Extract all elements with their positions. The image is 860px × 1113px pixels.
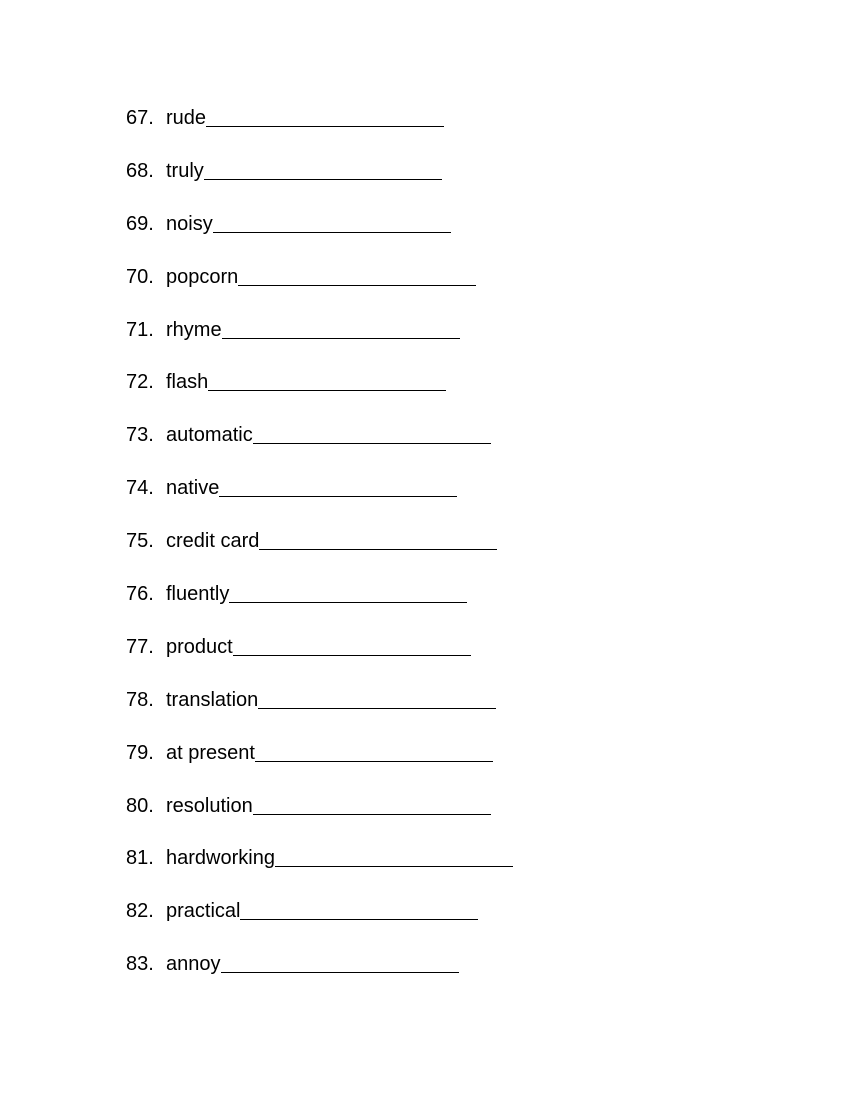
- answer-blank[interactable]: [240, 897, 478, 920]
- item-number: 75.: [126, 530, 154, 553]
- item-word: popcorn: [166, 265, 239, 288]
- answer-blank[interactable]: [253, 421, 491, 444]
- answer-blank[interactable]: [208, 368, 446, 391]
- item-number: 71.: [126, 318, 154, 341]
- list-item: [126, 844, 513, 897]
- item-number: 73.: [126, 424, 154, 447]
- item-word: hardworking: [166, 847, 275, 870]
- answer-blank[interactable]: [229, 580, 467, 603]
- list-item: [126, 739, 513, 792]
- answer-blank[interactable]: [238, 263, 476, 286]
- item-word: product: [166, 635, 233, 658]
- answer-blank[interactable]: [222, 316, 460, 339]
- item-number: 80.: [126, 794, 154, 817]
- item-number: 67.: [126, 107, 154, 129]
- item-number: 82.: [126, 900, 154, 923]
- answer-blank[interactable]: [206, 104, 444, 127]
- list-item: [126, 950, 513, 1003]
- list-item: [126, 104, 513, 157]
- list-item: [126, 316, 513, 369]
- list-item: [126, 527, 513, 580]
- item-number: 72.: [126, 371, 154, 394]
- item-word: flash: [166, 371, 209, 394]
- item-word: native: [166, 477, 220, 500]
- list-item: [126, 897, 513, 950]
- item-number: 68.: [126, 159, 154, 182]
- item-number: 79.: [126, 741, 154, 764]
- item-word: credit card: [166, 530, 260, 553]
- list-item: [126, 210, 513, 263]
- answer-blank[interactable]: [221, 950, 459, 973]
- item-number: 83.: [126, 953, 154, 976]
- answer-blank[interactable]: [253, 792, 491, 815]
- item-word: rude: [166, 107, 207, 129]
- item-word: translation: [166, 688, 259, 711]
- answer-blank[interactable]: [258, 686, 496, 709]
- item-number: 77.: [126, 635, 154, 658]
- item-word: practical: [166, 900, 241, 923]
- vocabulary-list: [126, 104, 513, 1003]
- list-item: [126, 792, 513, 845]
- list-item: [126, 633, 513, 686]
- list-item: [126, 474, 513, 527]
- item-word: automatic: [166, 424, 253, 447]
- item-number: 70.: [126, 265, 154, 288]
- item-number: 78.: [126, 688, 154, 711]
- item-number: 81.: [126, 847, 154, 870]
- list-item: [126, 263, 513, 316]
- item-word: rhyme: [166, 318, 222, 341]
- list-item: [126, 580, 513, 633]
- answer-blank[interactable]: [204, 157, 442, 180]
- answer-blank[interactable]: [219, 474, 457, 497]
- list-item: [126, 157, 513, 210]
- answer-blank[interactable]: [259, 527, 497, 550]
- list-item: [126, 368, 513, 421]
- item-word: resolution: [166, 794, 253, 817]
- item-word: annoy: [166, 953, 221, 976]
- list-item: [126, 421, 513, 474]
- answer-blank[interactable]: [233, 633, 471, 656]
- item-number: 76.: [126, 583, 154, 606]
- list-item: [126, 686, 513, 739]
- answer-blank[interactable]: [213, 210, 451, 233]
- item-word: at present: [166, 741, 255, 764]
- item-number: 69.: [126, 212, 154, 235]
- item-number: 74.: [126, 477, 154, 500]
- item-word: fluently: [166, 583, 230, 606]
- item-word: truly: [166, 159, 204, 182]
- answer-blank[interactable]: [255, 739, 493, 762]
- item-word: noisy: [166, 212, 213, 235]
- answer-blank[interactable]: [275, 844, 513, 867]
